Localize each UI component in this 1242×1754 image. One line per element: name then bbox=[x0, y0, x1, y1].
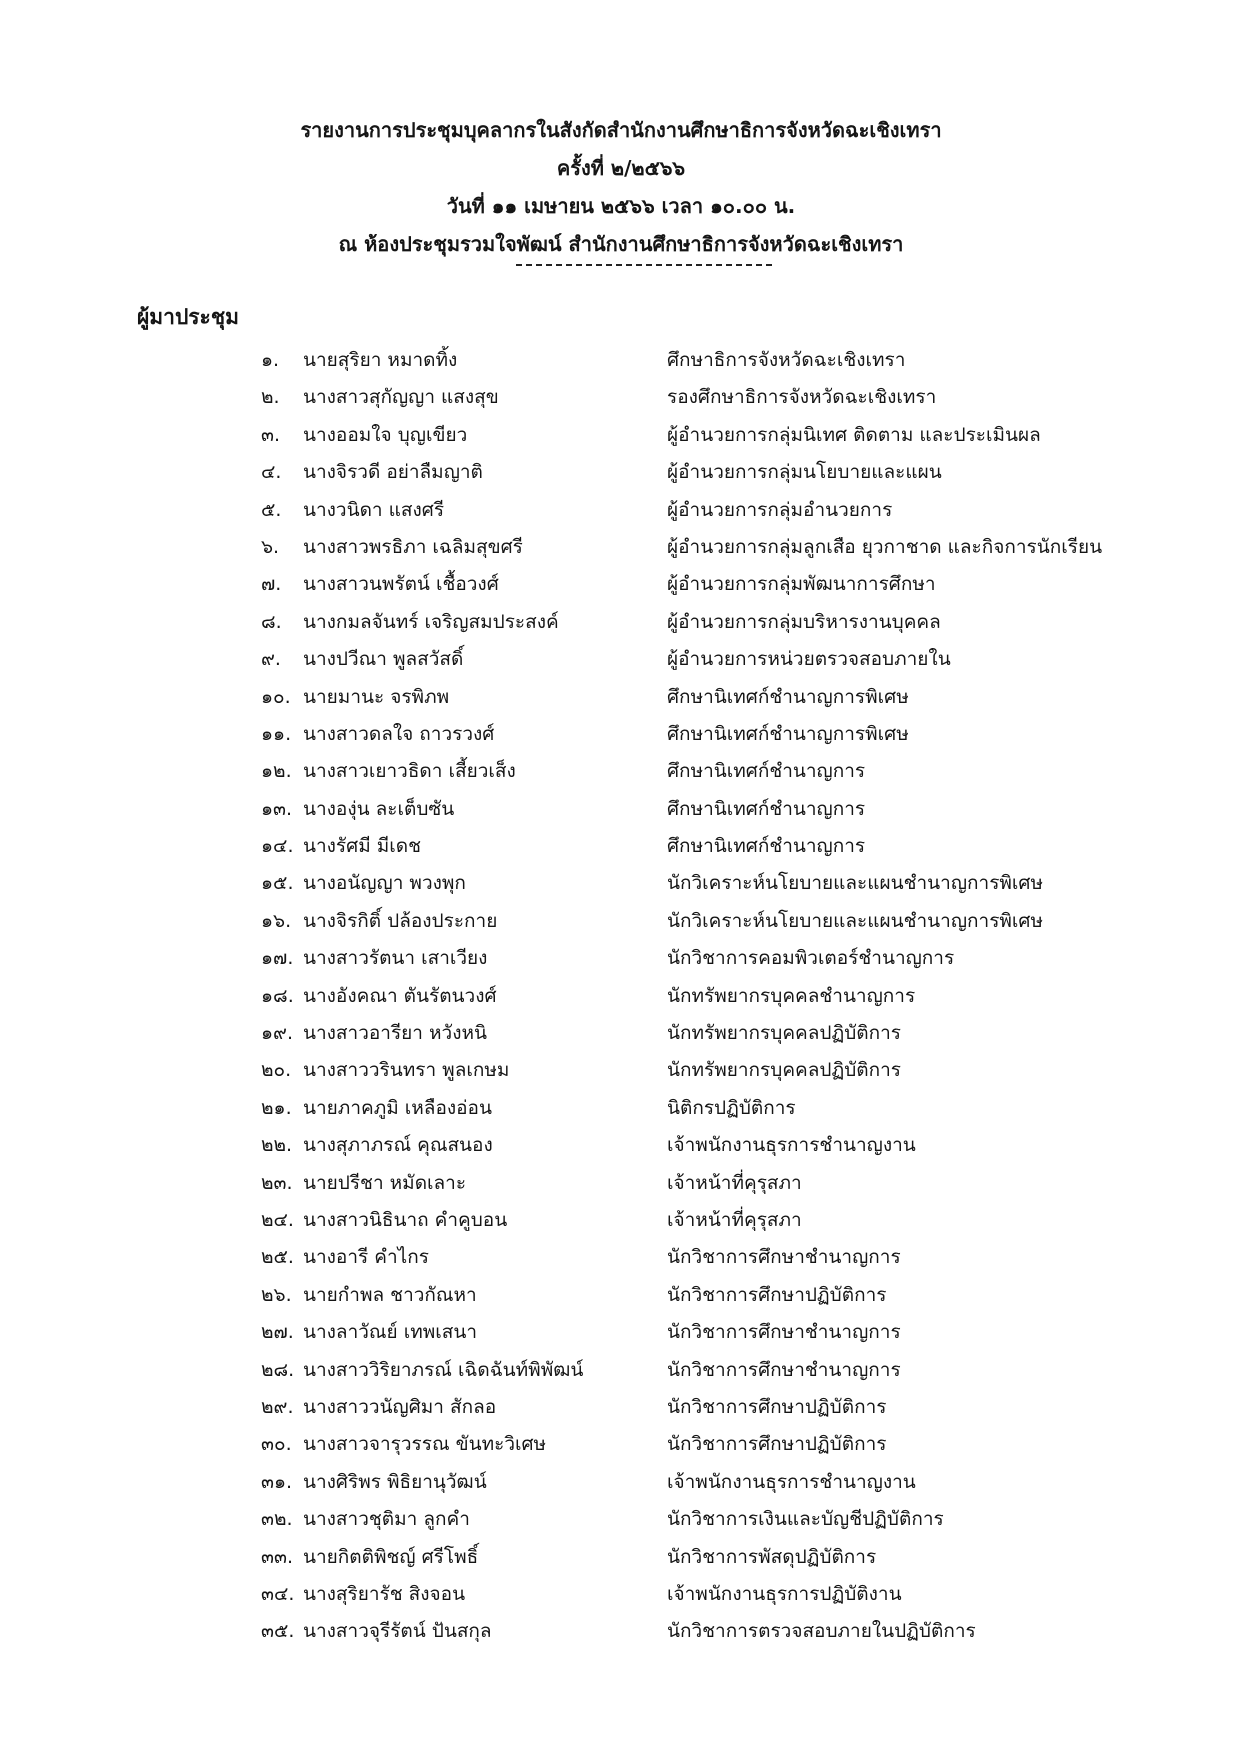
attendee-name: นางสาวจารุวรรณ ขันทะวิเศษ bbox=[303, 1433, 547, 1456]
attendee-row bbox=[0, 529, 1242, 566]
attendee-row bbox=[0, 903, 1242, 940]
attendee-number: ๓๒. bbox=[261, 1508, 293, 1531]
report-title: รายงานการประชุมบุคลากรในสังกัดสำนักงานศึกษาธิการจังหวัดฉะเชิงเทรา bbox=[300, 118, 942, 142]
attendee-position: ผู้อำนวยการกลุ่มนิเทศ ติดตาม และประเมินผล bbox=[667, 423, 1041, 446]
attendee-number: ๖. bbox=[261, 535, 280, 558]
attendee-row bbox=[0, 1277, 1242, 1314]
attendee-row bbox=[0, 566, 1242, 603]
attendee-name: นายปรีชา หมัดเลาะ bbox=[303, 1171, 467, 1194]
attendee-row bbox=[0, 1015, 1242, 1052]
attendee-position: ผู้อำนวยการกลุ่มลูกเสือ ยุวกาชาด และกิจการนักเรียน bbox=[667, 535, 1103, 558]
attendee-name: นางกมลจันทร์ เจริญสมประสงค์ bbox=[303, 610, 559, 633]
attendee-number: ๒๖. bbox=[261, 1283, 292, 1306]
attendee-number: ๑๑. bbox=[261, 722, 292, 745]
attendee-number: ๑๕. bbox=[261, 872, 294, 895]
attendee-row bbox=[0, 978, 1242, 1015]
attendee-number: ๒๐. bbox=[261, 1059, 292, 1082]
attendee-position: ศึกษาธิการจังหวัดฉะเชิงเทรา bbox=[667, 349, 906, 371]
attendee-position: นักวิชาการเงินและบัญชีปฏิบัติการ bbox=[667, 1508, 944, 1531]
header-divider bbox=[516, 264, 772, 266]
attendee-name: นายกำพล ชาวกัณหา bbox=[303, 1283, 477, 1306]
attendee-number: ๕. bbox=[261, 498, 282, 521]
attendee-row bbox=[0, 1539, 1242, 1576]
attendee-position: เจ้าพนักงานธุรการชำนาญงาน bbox=[667, 1134, 916, 1157]
attendee-row bbox=[0, 791, 1242, 828]
attendee-position: เจ้าหน้าที่คุรุสภา bbox=[667, 1171, 802, 1194]
attendee-number: ๑๐. bbox=[261, 685, 291, 708]
attendee-row bbox=[0, 865, 1242, 902]
attendee-position: เจ้าหน้าที่คุรุสภา bbox=[667, 1208, 802, 1231]
attendee-row bbox=[0, 1426, 1242, 1463]
attendee-name: นางสาววนัญศิมา สักลอ bbox=[303, 1395, 497, 1418]
attendee-row bbox=[0, 1352, 1242, 1389]
attendee-position: รองศึกษาธิการจังหวัดฉะเชิงเทรา bbox=[667, 386, 937, 409]
attendee-name: นางสาวชุติมา ลูกคำ bbox=[303, 1508, 470, 1531]
attendee-number: ๑๖. bbox=[261, 909, 292, 932]
attendee-position: นักวิชาการพัสดุปฏิบัติการ bbox=[667, 1545, 877, 1568]
attendees-title: ผู้มาประชุม bbox=[137, 305, 239, 329]
attendee-name: นางลาวัณย์ เทพเสนา bbox=[303, 1321, 478, 1344]
attendee-row bbox=[0, 454, 1242, 491]
attendee-position: ศึกษานิเทศก์ชำนาญการพิเศษ bbox=[667, 722, 909, 745]
attendee-row bbox=[0, 1165, 1242, 1202]
attendee-number: ๓๔. bbox=[261, 1582, 295, 1605]
attendee-list bbox=[0, 342, 1242, 1651]
attendee-row bbox=[0, 1576, 1242, 1613]
attendee-name: นางสาวรัตนา เสาเวียง bbox=[303, 947, 488, 970]
attendee-row bbox=[0, 828, 1242, 865]
session-number: ครั้งที่ ๒/๒๕๖๖ bbox=[556, 156, 686, 180]
attendee-position: นักวิเคราะห์นโยบายและแผนชำนาญการพิเศษ bbox=[667, 909, 1044, 932]
attendee-row bbox=[0, 679, 1242, 716]
attendee-name: นางวนิดา แสงศรี bbox=[303, 498, 445, 521]
attendee-name: นางรัศมี มีเดช bbox=[303, 835, 422, 858]
attendee-position: ผู้อำนวยการกลุ่มนโยบายและแผน bbox=[667, 461, 942, 484]
attendee-name: นางสาวดลใจ ถาวรวงศ์ bbox=[303, 722, 495, 745]
attendee-name: นางสาวจุรีรัตน์ ปันสกุล bbox=[303, 1620, 492, 1643]
attendee-position: นักทรัพยากรบุคคลปฏิบัติการ bbox=[667, 1059, 901, 1082]
attendee-number: ๒. bbox=[261, 386, 280, 409]
attendee-row bbox=[0, 604, 1242, 641]
attendee-position: นักวิชาการศึกษาปฏิบัติการ bbox=[667, 1433, 887, 1456]
attendee-row bbox=[0, 379, 1242, 416]
attendee-position: นักวิชาการศึกษาชำนาญการ bbox=[667, 1358, 901, 1381]
attendee-row bbox=[0, 1389, 1242, 1426]
attendee-name: นางสาววรินทรา พูลเกษม bbox=[303, 1059, 510, 1082]
attendee-name: นางศิริพร พิธิยานุวัฒน์ bbox=[303, 1470, 487, 1493]
attendee-row bbox=[0, 753, 1242, 790]
attendee-name: นายมานะ จรพิภพ bbox=[303, 685, 450, 708]
attendee-position: ผู้อำนวยการกลุ่มพัฒนาการศึกษา bbox=[667, 573, 936, 596]
attendee-number: ๑๒. bbox=[261, 760, 292, 783]
attendee-number: ๒๘. bbox=[261, 1358, 295, 1381]
attendee-number: ๓๐. bbox=[261, 1433, 292, 1456]
attendee-number: ๓. bbox=[261, 423, 281, 446]
attendee-name: นางจิรวดี อย่าลืมญาติ bbox=[303, 461, 483, 484]
attendee-name: นายกิตติพิชญ์ ศรีโพธิ์ bbox=[303, 1545, 479, 1568]
attendee-position: นักวิชาการคอมพิวเตอร์ชำนาญการ bbox=[667, 947, 955, 970]
attendee-number: ๑. bbox=[261, 349, 280, 371]
attendee-row bbox=[0, 1090, 1242, 1127]
attendee-position: นักวิชาการศึกษาชำนาญการ bbox=[667, 1321, 901, 1344]
attendee-position: นักทรัพยากรบุคคลชำนาญการ bbox=[667, 984, 916, 1007]
document-header bbox=[0, 111, 1242, 263]
attendee-position: เจ้าพนักงานธุรการปฏิบัติงาน bbox=[667, 1582, 902, 1605]
attendee-row bbox=[0, 716, 1242, 753]
attendee-name: นางสาวเยาวธิดา เสี้ยวเส็ง bbox=[303, 760, 516, 783]
attendee-position: นักวิชาการศึกษาปฏิบัติการ bbox=[667, 1395, 887, 1418]
attendee-name: นางสาวสุกัญญา แสงสุข bbox=[303, 386, 499, 409]
attendee-number: ๒๑. bbox=[261, 1096, 292, 1119]
meeting-datetime: วันที่ ๑๑ เมษายน ๒๕๖๖ เวลา ๑๐.๐๐ น. bbox=[446, 194, 796, 218]
attendee-number: ๑๘. bbox=[261, 984, 294, 1007]
attendee-number: ๗. bbox=[261, 573, 282, 596]
meeting-venue: ณ ห้องประชุมรวมใจพัฒน์ สำนักงานศึกษาธิการจังหวัดฉะเชิงเทรา bbox=[338, 232, 904, 256]
attendee-row bbox=[0, 1464, 1242, 1501]
attendee-position: เจ้าพนักงานธุรการชำนาญงาน bbox=[667, 1470, 916, 1493]
attendee-name: นางสาวพรธิภา เฉลิมสุขศรี bbox=[303, 535, 523, 558]
attendee-name: นางออมใจ บุญเขียว bbox=[303, 423, 468, 446]
attendee-row bbox=[0, 342, 1242, 379]
attendee-position: นักวิชาการศึกษาปฏิบัติการ bbox=[667, 1283, 887, 1306]
attendee-position: นักวิชาการศึกษาชำนาญการ bbox=[667, 1246, 901, 1269]
attendee-name: นางอังคณา ตันรัตนวงศ์ bbox=[303, 984, 497, 1007]
attendee-position: นักวิเคราะห์นโยบายและแผนชำนาญการพิเศษ bbox=[667, 872, 1044, 895]
attendee-number: ๒๕. bbox=[261, 1246, 294, 1269]
attendee-number: ๒๙. bbox=[261, 1395, 294, 1418]
attendee-row bbox=[0, 1052, 1242, 1089]
attendee-position: ศึกษานิเทศก์ชำนาญการ bbox=[667, 835, 866, 858]
attendee-row bbox=[0, 940, 1242, 977]
attendee-row bbox=[0, 1127, 1242, 1164]
attendee-position: ผู้อำนวยการกลุ่มบริหารงานบุคคล bbox=[667, 610, 941, 633]
attendee-position: ศึกษานิเทศก์ชำนาญการ bbox=[667, 760, 866, 783]
attendee-position: ศึกษานิเทศก์ชำนาญการพิเศษ bbox=[667, 685, 909, 708]
attendee-name: นางสุภาภรณ์ คุณสนอง bbox=[303, 1134, 493, 1157]
attendee-name: นางสาวอารียา หวังหนิ bbox=[303, 1022, 487, 1045]
attendee-number: ๑๓. bbox=[261, 797, 293, 820]
attendee-position: นักทรัพยากรบุคคลปฏิบัติการ bbox=[667, 1022, 901, 1045]
attendee-number: ๒๒. bbox=[261, 1134, 293, 1157]
attendee-name: นางจิรกิติ์ ปล้องประกาย bbox=[303, 909, 498, 932]
attendee-row bbox=[0, 492, 1242, 529]
attendee-number: ๙. bbox=[261, 648, 281, 671]
attendee-number: ๓๕. bbox=[261, 1620, 295, 1643]
attendee-name: นางปวีณา พูลสวัสดิ์ bbox=[303, 648, 464, 671]
attendee-number: ๘. bbox=[261, 610, 282, 633]
attendee-position: ศึกษานิเทศก์ชำนาญการ bbox=[667, 797, 866, 820]
attendee-number: ๑๙. bbox=[261, 1022, 294, 1045]
attendee-position: ผู้อำนวยการกลุ่มอำนวยการ bbox=[667, 498, 893, 521]
attendee-name: นายภาคภูมิ เหลืองอ่อน bbox=[303, 1096, 492, 1119]
attendee-row bbox=[0, 1239, 1242, 1276]
attendee-name: นางสาวนิธินาถ คำคูบอน bbox=[303, 1208, 508, 1231]
attendee-number: ๔. bbox=[261, 461, 282, 484]
attendee-name: นางองุ่น ละเต็บซัน bbox=[303, 797, 455, 820]
attendee-row bbox=[0, 641, 1242, 678]
attendee-number: ๑๔. bbox=[261, 835, 294, 858]
attendee-row bbox=[0, 1501, 1242, 1538]
attendee-number: ๓๑. bbox=[261, 1470, 293, 1493]
attendee-row bbox=[0, 417, 1242, 454]
attendee-row bbox=[0, 1202, 1242, 1239]
attendee-number: ๓๓. bbox=[261, 1545, 294, 1568]
attendee-name: นางสุริยารัช สิงจอน bbox=[303, 1582, 466, 1605]
attendee-number: ๒๔. bbox=[261, 1208, 294, 1231]
attendee-number: ๑๗. bbox=[261, 947, 294, 970]
attendee-row bbox=[0, 1314, 1242, 1351]
attendee-name: นางสาววิริยาภรณ์ เฉิดฉันท์พิพัฒน์ bbox=[303, 1358, 584, 1381]
attendee-name: นายสุริยา หมาดทิ้ง bbox=[303, 349, 458, 371]
attendee-position: ผู้อำนวยการหน่วยตรวจสอบภายใน bbox=[667, 648, 951, 671]
attendee-name: นางอนัญญา พวงพุก bbox=[303, 872, 466, 895]
attendee-number: ๒๓. bbox=[261, 1171, 293, 1194]
attendee-number: ๒๗. bbox=[261, 1321, 294, 1344]
attendee-name: นางอารี คำไกร bbox=[303, 1246, 429, 1269]
attendee-position: นักวิชาการตรวจสอบภายในปฏิบัติการ bbox=[667, 1620, 976, 1643]
attendee-row bbox=[0, 1613, 1242, 1650]
attendee-name: นางสาวนพรัตน์ เชื้อวงศ์ bbox=[303, 573, 499, 596]
attendee-position: นิติกรปฏิบัติการ bbox=[667, 1096, 796, 1119]
